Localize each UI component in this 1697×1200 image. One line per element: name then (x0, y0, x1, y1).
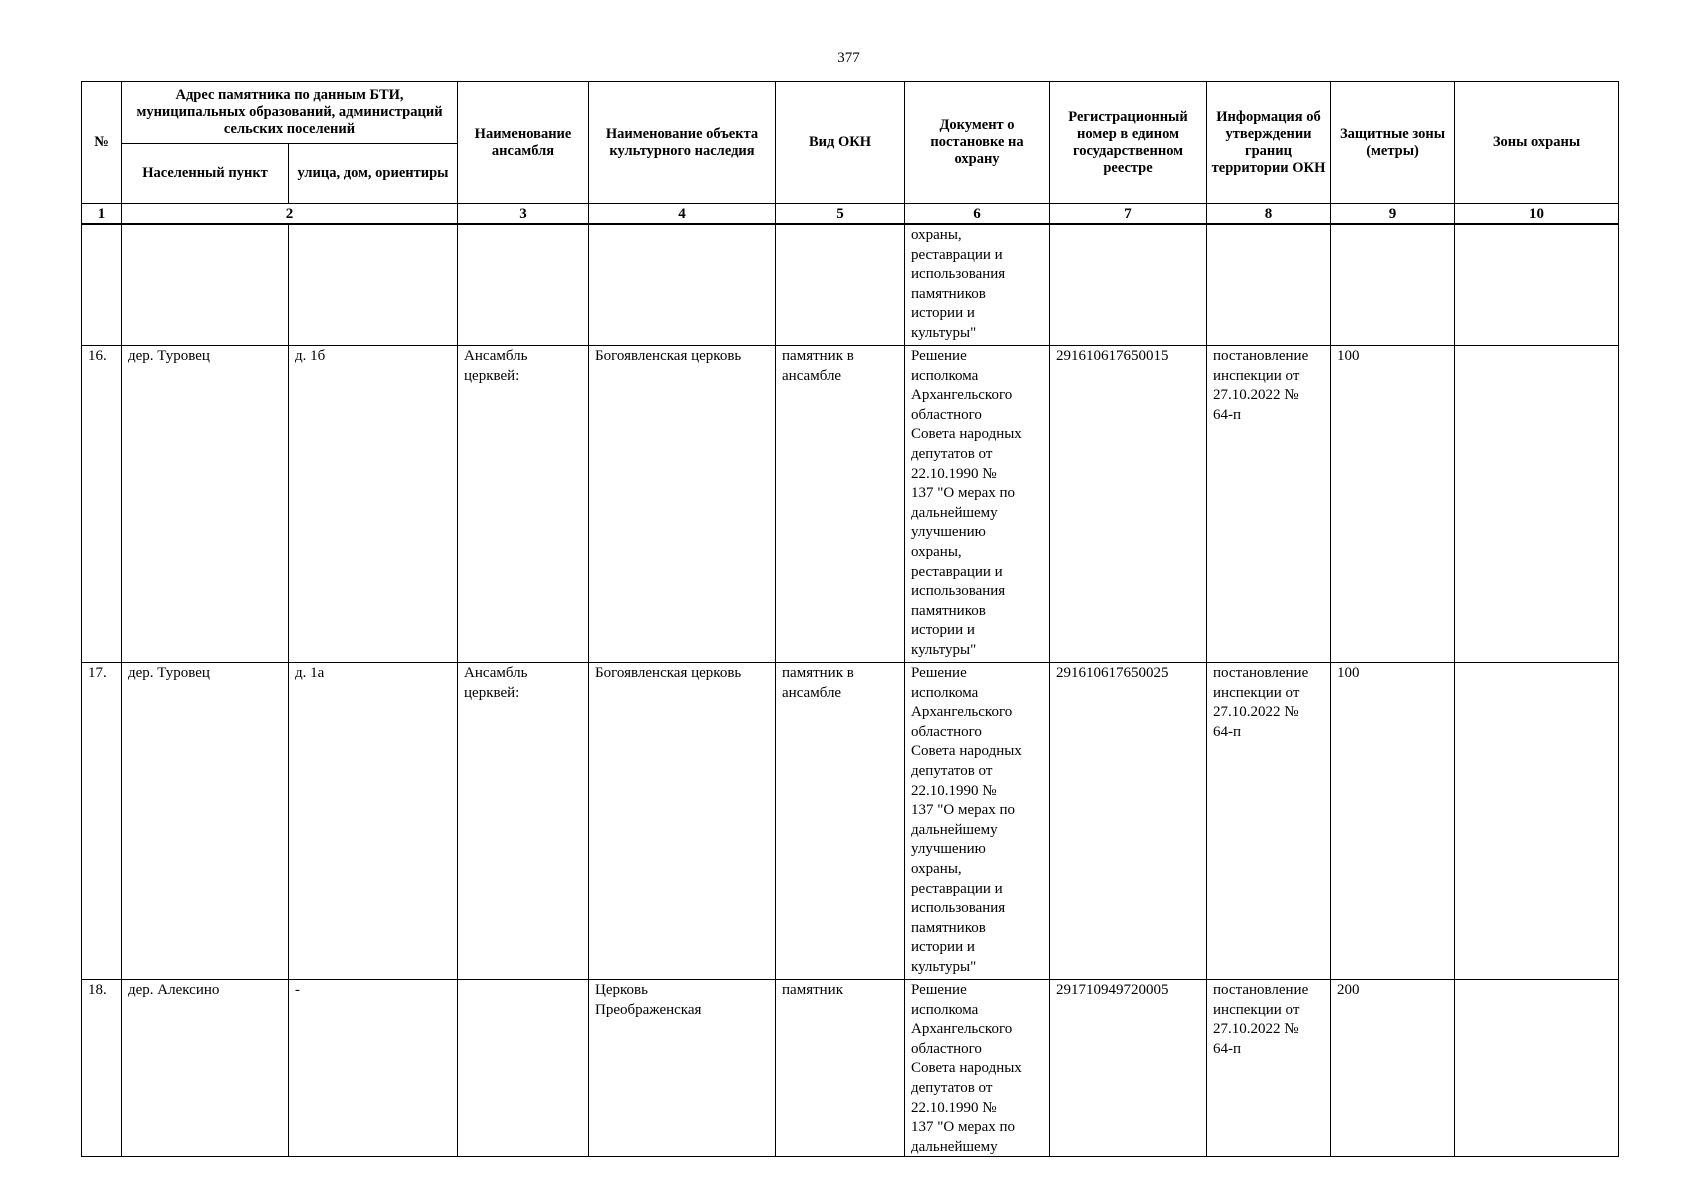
header-okn-type: Вид ОКН (776, 82, 905, 204)
column-number: 6 (905, 204, 1050, 225)
boundaries-info-cell: постановление инспекции от 27.10.2022 № 64-п (1207, 980, 1331, 1157)
protection-document-cell: Решение исполкома Архангельского областного Совета народных депутатов от 22.10.1990 № 137 "О мерах по дальнейшему улучшению охраны, реставрации и использования памятников истории и культуры" (905, 663, 1050, 980)
street-cell: - (289, 980, 458, 1157)
protection-document-cell: Решение исполкома Архангельского областного Совета народных депутатов от 22.10.1990 № 137 "О мерах по дальнейшему (911, 982, 1022, 1155)
table-row (82, 663, 1619, 980)
row-number-cell: 16. (82, 346, 122, 663)
column-numbers-row (82, 204, 1619, 225)
protection-document-cell: охраны, реставрации и использования памятников истории и культуры" (905, 224, 1050, 346)
header-protection-document: Документ о постановке на охрану (905, 82, 1050, 204)
header-address-group: Адрес памятника по данным БТИ, муниципальных образований, администраций сельских поселений (122, 82, 458, 144)
header-row (82, 82, 1619, 144)
column-number: 7 (1050, 204, 1207, 225)
row-number-cell: 17. (82, 663, 122, 980)
protective-zone-cell: 200 (1331, 980, 1455, 1157)
column-number: 10 (1455, 204, 1619, 225)
protection-zones-cell (1455, 980, 1619, 1157)
street-cell: д. 1а (289, 663, 458, 980)
protective-zone-cell: 100 (1331, 663, 1455, 980)
column-number: 2 (122, 204, 458, 225)
column-number: 1 (82, 204, 122, 225)
header-registration-number: Регистрационный номер в едином государственном реестре (1050, 82, 1207, 204)
header-object-name: Наименование объекта культурного наследия (589, 82, 776, 204)
header-settlement: Населенный пункт (122, 144, 289, 204)
settlement-cell: дер. Туровец (122, 663, 289, 980)
table-row-continuation (82, 224, 1619, 346)
header-boundaries-info: Информация об утверждении границ территории ОКН (1207, 82, 1331, 204)
registration-number-cell: 291610617650015 (1050, 346, 1207, 663)
okn-type-cell: памятник в ансамбле (776, 663, 905, 980)
registration-number-cell: 291610617650025 (1050, 663, 1207, 980)
protection-document-cell: Решение исполкома Архангельского областного Совета народных депутатов от 22.10.1990 № 137 "О мерах по дальнейшему улучшению охраны, реставрации и использования памятников истории и культуры" (905, 346, 1050, 663)
ensemble-cell: Ансамбль церквей: (458, 346, 589, 663)
protective-zone-cell: 100 (1331, 346, 1455, 663)
object-name-cell: Богоявленская церковь (589, 663, 776, 980)
table-row (82, 980, 1619, 1157)
header-protective-zones: Защитные зоны (метры) (1331, 82, 1455, 204)
registration-number-cell: 291710949720005 (1050, 980, 1207, 1157)
object-name-cell: Богоявленская церковь (589, 346, 776, 663)
header-street: улица, дом, ориентиры (289, 144, 458, 204)
column-number: 4 (589, 204, 776, 225)
protection-zones-cell (1455, 346, 1619, 663)
column-number: 8 (1207, 204, 1331, 225)
header-number: № (82, 82, 122, 204)
column-number: 5 (776, 204, 905, 225)
column-number: 9 (1331, 204, 1455, 225)
okn-type-cell: памятник (776, 980, 905, 1157)
row-number-cell: 18. (82, 980, 122, 1157)
street-cell: д. 1б (289, 346, 458, 663)
header-protection-zones: Зоны охраны (1455, 82, 1619, 204)
boundaries-info-cell: постановление инспекции от 27.10.2022 № 64-п (1207, 346, 1331, 663)
object-name-cell: Церковь Преображенская (589, 980, 776, 1157)
boundaries-info-cell: постановление инспекции от 27.10.2022 № 64-п (1207, 663, 1331, 980)
ensemble-cell: Ансамбль церквей: (458, 663, 589, 980)
header-ensemble: Наименование ансамбля (458, 82, 589, 204)
page-number: 377 (837, 50, 860, 66)
settlement-cell: дер. Туровец (122, 346, 289, 663)
okn-type-cell: памятник в ансамбле (776, 346, 905, 663)
ensemble-cell (458, 980, 589, 1157)
column-number: 3 (458, 204, 589, 225)
table-row (82, 346, 1619, 663)
settlement-cell: дер. Алексино (122, 980, 289, 1157)
protection-zones-cell (1455, 663, 1619, 980)
heritage-registry-table (81, 81, 1619, 1157)
